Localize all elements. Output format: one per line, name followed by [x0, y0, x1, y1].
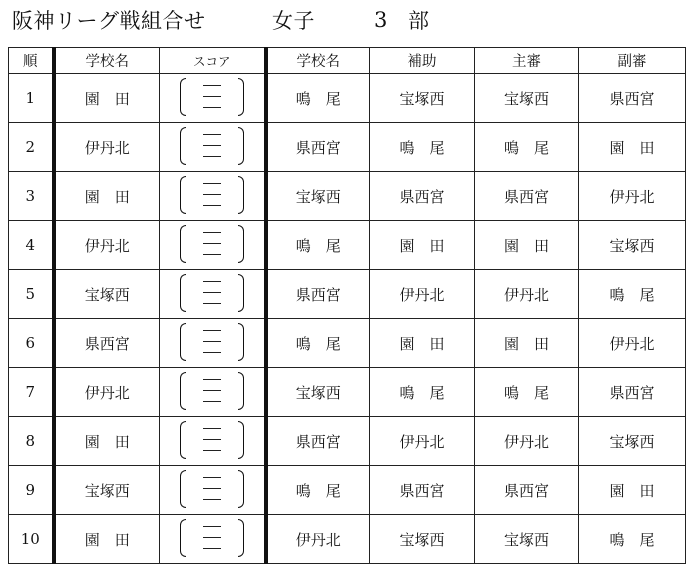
- table-row: [9, 74, 686, 123]
- score-box[interactable]: [180, 126, 244, 166]
- right-bracket-icon: [238, 372, 244, 410]
- sub-referee-cell: 鳴 尾: [579, 270, 686, 319]
- team-b-cell: 鳴 尾: [266, 319, 370, 368]
- score-cell[interactable]: [160, 417, 266, 466]
- header-assist: 補助: [370, 48, 475, 74]
- score-dash-middle: [203, 292, 221, 293]
- title-bu: 部: [408, 9, 430, 33]
- score-dashes: [203, 274, 221, 312]
- score-dash-bottom: [203, 548, 221, 549]
- table-row: [9, 368, 686, 417]
- score-dashes: [203, 470, 221, 508]
- score-box[interactable]: [180, 371, 244, 411]
- team-a-cell: 伊丹北: [54, 221, 160, 270]
- score-dash-bottom: [203, 401, 221, 402]
- header-school-b: 学校名: [266, 48, 370, 74]
- score-dash-top: [203, 134, 221, 135]
- right-bracket-icon: [238, 274, 244, 312]
- referee-cell: 県西宮: [475, 172, 579, 221]
- left-bracket-icon: [180, 274, 186, 312]
- sub-referee-cell: 宝塚西: [579, 221, 686, 270]
- score-dashes: [203, 372, 221, 410]
- sub-referee-cell: 県西宮: [579, 368, 686, 417]
- header-referee: 主審: [475, 48, 579, 74]
- assist-cell: 園 田: [370, 221, 475, 270]
- team-b-cell: 宝塚西: [266, 172, 370, 221]
- left-bracket-icon: [180, 225, 186, 263]
- score-dash-top: [203, 428, 221, 429]
- match-number: 10: [9, 515, 54, 564]
- match-number: 8: [9, 417, 54, 466]
- match-number: 9: [9, 466, 54, 515]
- table-row: [9, 466, 686, 515]
- team-b-cell: 県西宮: [266, 123, 370, 172]
- title-division: 女子: [272, 9, 315, 33]
- score-dash-middle: [203, 390, 221, 391]
- team-a-cell: 園 田: [54, 74, 160, 123]
- referee-cell: 伊丹北: [475, 270, 579, 319]
- sub-referee-cell: 園 田: [579, 123, 686, 172]
- right-bracket-icon: [238, 176, 244, 214]
- score-box[interactable]: [180, 420, 244, 460]
- left-bracket-icon: [180, 78, 186, 116]
- team-b-cell: 鳴 尾: [266, 74, 370, 123]
- table-row: [9, 515, 686, 564]
- score-dash-middle: [203, 488, 221, 489]
- score-box[interactable]: [180, 175, 244, 215]
- score-dashes: [203, 127, 221, 165]
- score-cell[interactable]: [160, 368, 266, 417]
- score-box[interactable]: [180, 518, 244, 558]
- score-dash-bottom: [203, 156, 221, 157]
- score-dash-bottom: [203, 107, 221, 108]
- score-dash-middle: [203, 537, 221, 538]
- score-dash-middle: [203, 96, 221, 97]
- header-score: スコア: [160, 48, 266, 74]
- referee-cell: 伊丹北: [475, 417, 579, 466]
- team-a-cell: 園 田: [54, 417, 160, 466]
- score-dash-bottom: [203, 303, 221, 304]
- assist-cell: 宝塚西: [370, 515, 475, 564]
- score-dash-top: [203, 232, 221, 233]
- score-dash-top: [203, 526, 221, 527]
- score-dashes: [203, 176, 221, 214]
- match-number: 2: [9, 123, 54, 172]
- right-bracket-icon: [238, 470, 244, 508]
- left-bracket-icon: [180, 372, 186, 410]
- assist-cell: 宝塚西: [370, 74, 475, 123]
- header-sub-referee: 副審: [579, 48, 686, 74]
- referee-cell: 園 田: [475, 221, 579, 270]
- right-bracket-icon: [238, 78, 244, 116]
- sub-referee-cell: 伊丹北: [579, 172, 686, 221]
- match-number: 5: [9, 270, 54, 319]
- header-school-a: 学校名: [54, 48, 160, 74]
- left-bracket-icon: [180, 323, 186, 361]
- assist-cell: 鳴 尾: [370, 368, 475, 417]
- right-bracket-icon: [238, 519, 244, 557]
- score-dashes: [203, 421, 221, 459]
- left-bracket-icon: [180, 470, 186, 508]
- assist-cell: 伊丹北: [370, 417, 475, 466]
- score-dash-bottom: [203, 450, 221, 451]
- score-dash-bottom: [203, 499, 221, 500]
- sub-referee-cell: 県西宮: [579, 74, 686, 123]
- table-row: [9, 270, 686, 319]
- team-a-cell: 園 田: [54, 172, 160, 221]
- team-a-cell: 宝塚西: [54, 270, 160, 319]
- score-dashes: [203, 78, 221, 116]
- score-dash-middle: [203, 439, 221, 440]
- right-bracket-icon: [238, 225, 244, 263]
- referee-cell: 園 田: [475, 319, 579, 368]
- score-dashes: [203, 225, 221, 263]
- match-number: 4: [9, 221, 54, 270]
- referee-cell: 宝塚西: [475, 515, 579, 564]
- sub-referee-cell: 鳴 尾: [579, 515, 686, 564]
- team-a-cell: 園 田: [54, 515, 160, 564]
- score-box[interactable]: [180, 224, 244, 264]
- referee-cell: 宝塚西: [475, 74, 579, 123]
- score-cell[interactable]: [160, 466, 266, 515]
- assist-cell: 県西宮: [370, 172, 475, 221]
- score-cell[interactable]: [160, 319, 266, 368]
- score-cell[interactable]: [160, 515, 266, 564]
- score-cell[interactable]: [160, 172, 266, 221]
- match-number: 7: [9, 368, 54, 417]
- assist-cell: 伊丹北: [370, 270, 475, 319]
- score-box[interactable]: [180, 469, 244, 509]
- sub-referee-cell: 園 田: [579, 466, 686, 515]
- header-row: [9, 48, 686, 74]
- table-row: [9, 172, 686, 221]
- left-bracket-icon: [180, 519, 186, 557]
- referee-cell: 鳴 尾: [475, 123, 579, 172]
- score-dash-top: [203, 183, 221, 184]
- score-dash-top: [203, 281, 221, 282]
- page-title: [12, 4, 430, 36]
- score-dashes: [203, 323, 221, 361]
- team-b-cell: 県西宮: [266, 417, 370, 466]
- score-box[interactable]: [180, 77, 244, 117]
- match-number: 1: [9, 74, 54, 123]
- score-cell[interactable]: [160, 221, 266, 270]
- team-a-cell: 伊丹北: [54, 368, 160, 417]
- score-dash-middle: [203, 145, 221, 146]
- score-cell[interactable]: [160, 74, 266, 123]
- team-a-cell: 伊丹北: [54, 123, 160, 172]
- score-dash-top: [203, 330, 221, 331]
- score-dash-middle: [203, 341, 221, 342]
- table-row: [9, 417, 686, 466]
- right-bracket-icon: [238, 323, 244, 361]
- left-bracket-icon: [180, 127, 186, 165]
- sub-referee-cell: 宝塚西: [579, 417, 686, 466]
- assist-cell: 園 田: [370, 319, 475, 368]
- match-number: 3: [9, 172, 54, 221]
- team-a-cell: 宝塚西: [54, 466, 160, 515]
- score-dash-top: [203, 477, 221, 478]
- schedule-table: [8, 47, 686, 564]
- team-b-cell: 県西宮: [266, 270, 370, 319]
- score-dash-top: [203, 379, 221, 380]
- score-dash-bottom: [203, 205, 221, 206]
- score-cell[interactable]: [160, 270, 266, 319]
- table-row: [9, 319, 686, 368]
- referee-cell: 鳴 尾: [475, 368, 579, 417]
- score-dash-bottom: [203, 352, 221, 353]
- score-box[interactable]: [180, 273, 244, 313]
- match-number: 6: [9, 319, 54, 368]
- sub-referee-cell: 伊丹北: [579, 319, 686, 368]
- title-number: 3: [374, 8, 388, 32]
- left-bracket-icon: [180, 421, 186, 459]
- assist-cell: 鳴 尾: [370, 123, 475, 172]
- left-bracket-icon: [180, 176, 186, 214]
- assist-cell: 県西宮: [370, 466, 475, 515]
- score-dash-middle: [203, 194, 221, 195]
- table-row: [9, 221, 686, 270]
- team-b-cell: 宝塚西: [266, 368, 370, 417]
- table-row: [9, 123, 686, 172]
- team-b-cell: 鳴 尾: [266, 221, 370, 270]
- score-cell[interactable]: [160, 123, 266, 172]
- score-dash-top: [203, 85, 221, 86]
- right-bracket-icon: [238, 421, 244, 459]
- score-box[interactable]: [180, 322, 244, 362]
- score-dashes: [203, 519, 221, 557]
- team-b-cell: 伊丹北: [266, 515, 370, 564]
- title-main: 阪神リーグ戦組合せ: [12, 9, 206, 33]
- score-dash-middle: [203, 243, 221, 244]
- header-no: 順: [9, 48, 54, 74]
- score-dash-bottom: [203, 254, 221, 255]
- referee-cell: 県西宮: [475, 466, 579, 515]
- team-a-cell: 県西宮: [54, 319, 160, 368]
- team-b-cell: 鳴 尾: [266, 466, 370, 515]
- right-bracket-icon: [238, 127, 244, 165]
